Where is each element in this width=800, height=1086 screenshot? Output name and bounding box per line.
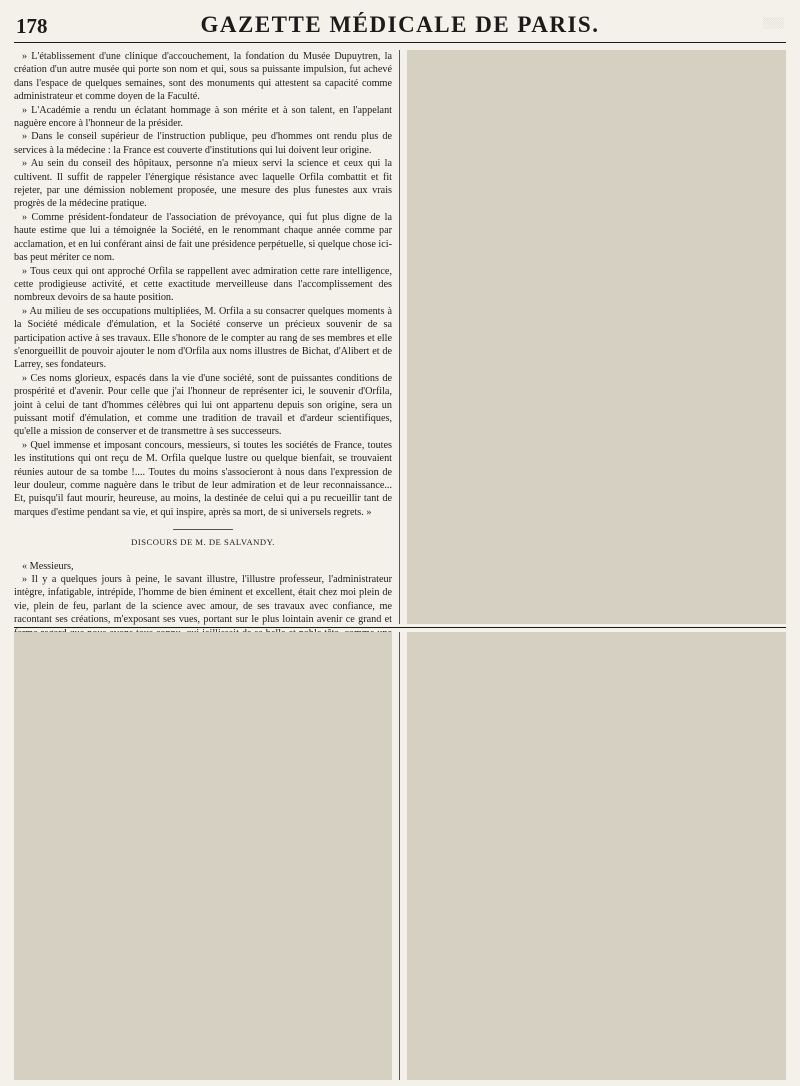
paragraph: » Au milieu de ses occupations multipliées, M. Orfila a su consacrer quelques moments à la Société médicale d'émulation, et la Société conserve un précieux souvenir de sa participation active à ses travaux. Elle s'honore de le compter au rang de ses membres et elle s'enorgueillit de pouvoir ajouter le nom d'Orfila aux noms illustres de Bichat, d'Alibert et de Larrey, ses fondateurs. <box>14 305 392 371</box>
paragraph: » Au sein du conseil des hôpitaux, personne n'a mieux servi la science et ceux qui la cultivent. Il suffit de rappeler l'énergique résistance avec laquelle Orfila combattit et fit rejeter, par une démission noblement proposée, une mesure des plus funestes aux vrais progrès de la médecine pratique. <box>14 158 392 210</box>
journal-title: GAZETTE MÉDICALE DE PARIS. <box>200 12 600 37</box>
text-placeholder <box>14 632 392 1080</box>
column-divider <box>399 50 400 624</box>
paragraph: » Ces noms glorieux, espacés dans la vie d'une société, sont de puissantes conditions de prospérité et d'avenir. Pour celle que j'ai l'honneur de représenter ici, le souvenir d'Orfila, joint à celui de tant d'hommes célèbres qui lui ont appartenu depuis son origine, sera un puissant motif d'émulation, et comme une tradition de travail et d'ardeur scientifiques, qu'elle a mission de conserver et de transmettre à ses successeurs. <box>14 372 392 438</box>
section-heading: DISCOURS DE M. DE SALVANDY. <box>131 537 275 548</box>
text-placeholder <box>407 50 786 624</box>
lower-right-column <box>407 632 786 1080</box>
paragraph: » Il y a quelques jours à peine, le savant illustre, l'illustre professeur, l'administrateur intègre, infatigable, intrépide, l'homme de bien éminent et excellent, était chez moi plein de vie, plein de feu, parlant de la science avec amour, de ses travaux avec confiance, me racontant ses créations, m'exposant ses vues, portant sur le plus lointain avenir ce grand et <box>14 574 392 626</box>
paragraph: » Quel immense et imposant concours, messieurs, si toutes les sociétés de France, toutes les institutions qui ont reçu de M. Orfila quelque lustre ou quelque bienfait, se trouvaient réunies autour de sa tombe !.... Toutes du moins s'associeront à nous dans l'expression de leur douleur, comme naguère dans le tribut de leur admiration et de leur reconnaissance... Et, puisqu'il faut mourir, heureuse, au moins, la destinée de celui qui a pu recueillir tant de marques d'estime pendant sa vie, et qui inspire, après sa mort, de si universels regrets. » <box>14 439 392 518</box>
lower-left-column <box>14 632 392 1080</box>
page-number: 178 <box>16 14 48 38</box>
paragraph: » L'établissement d'une clinique d'accouchement, la fondation du Musée Dupuytren, la création d'un autre musée qui porte son nom et qui, sous sa puissante impulsion, fut achevé dans l'espace de quelques semaines, sont des monuments qui attestent sa capacité comme administrateur et comme doyen de la Faculté. <box>14 51 392 103</box>
paragraph: » L'Académie a rendu un éclatant hommage à son mérite et à son talent, en l'appelant naguère encore à l'honneur de la présider. <box>14 104 392 130</box>
salutation: « Messieurs, <box>22 560 74 572</box>
paragraph: » Tous ceux qui ont approché Orfila se rappellent avec admiration cette rare intelligence, cette prodigieuse activité, et cette exactitude merveilleuse dans l'accomplissement des nombreux devoirs de sa haute position. <box>14 265 392 304</box>
text-placeholder <box>407 632 786 1080</box>
fold-rule <box>14 627 786 628</box>
header-rule <box>14 42 786 43</box>
page-header <box>14 8 786 40</box>
upper-left-column <box>14 50 392 624</box>
section-separator <box>173 529 233 530</box>
column-divider <box>399 632 400 1080</box>
upper-right-column <box>407 50 786 624</box>
library-stamp: ░░░ <box>762 18 784 29</box>
paragraph: » Comme président-fondateur de l'association de prévoyance, qui fut plus digne de la haute estime que lui a témoignée la Société, en le renommant chaque année comme par acclamation, et en lui conférant ainsi de fait une présidence perpétuelle, si quelque chose ici-bas peut mériter ce nom. <box>14 211 392 264</box>
paragraph: » Dans le conseil supérieur de l'instruction publique, peu d'hommes ont rendu plus de services à la médecine : la France est couverte d'institutions qui lui doivent leur origine. <box>14 131 392 156</box>
